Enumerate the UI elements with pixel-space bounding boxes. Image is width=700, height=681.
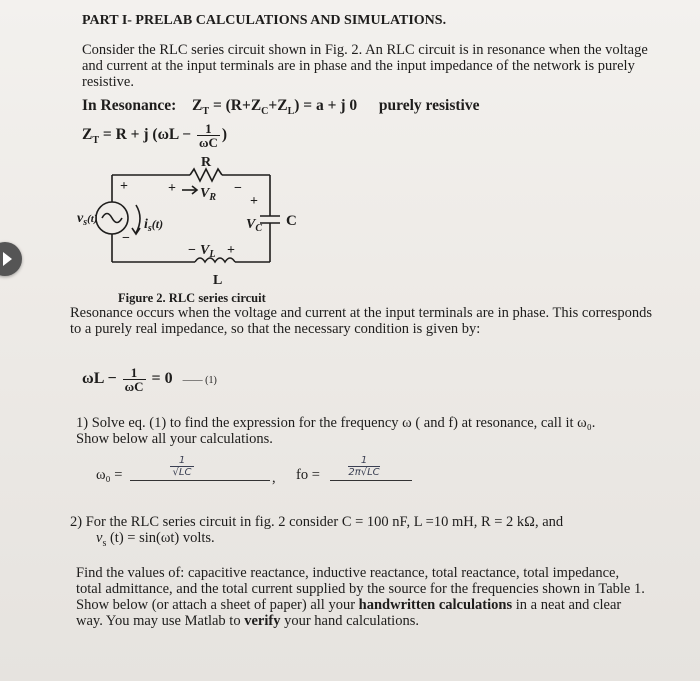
w0-comma: ,	[272, 470, 276, 486]
vs-minus: −	[122, 231, 130, 246]
resonance-label: In Resonance:	[82, 97, 177, 114]
resonance-text-2: to a purely real impedance, so that the necessary condition is given by:	[70, 321, 481, 337]
question-2-line-2: $v_s$ (t) = sin(ωt) volts.	[96, 530, 215, 549]
find-line-2: total admittance, and the total current supplied by the source for the frequencies shown in Table 1.	[76, 581, 645, 597]
vr-label: $V_R$	[200, 186, 217, 203]
vr-minus: −	[234, 181, 242, 196]
question-1-line-2: Show below all your calculations.	[76, 431, 273, 447]
resonance-text-1: Resonance occurs when the voltage and current at the input terminals are in phase. This corresponds	[70, 305, 652, 321]
fo-handwritten-answer: 1 2π√LC	[348, 455, 380, 478]
zt-fraction: $\frac{1}{\omega C}$	[198, 121, 218, 150]
zt-equation: $Z_T = R + j$ (ωL − $\frac{1}{\omega C}$ )	[82, 121, 228, 150]
vc-label: $V_C$	[246, 217, 263, 234]
find-line-1: Find the values of: capacitive reactance, inductive reactance, total reactance, total impedance,	[76, 565, 620, 581]
eq1-fraction: $\frac{1}{\omega C}$	[124, 365, 144, 394]
vl-plus: +	[227, 243, 235, 258]
inductor-label: L	[213, 273, 223, 288]
handwritten-emphasis: handwritten calculations	[358, 597, 513, 613]
vs-label: $v_s^{(t)}$	[77, 211, 98, 228]
resistor-symbol	[190, 169, 222, 181]
equation-1: ωL − $\frac{1}{\omega C}$ = 0 —— (1)	[82, 365, 217, 394]
capacitor-label: C	[286, 213, 297, 229]
rlc-circuit-diagram	[70, 150, 330, 300]
find-line-3: Show below (or attach a sheet of paper) all your handwritten calculations in a neat and clear	[76, 597, 622, 613]
w0-handwritten-answer: 1 √LC	[162, 455, 202, 478]
sine-wave-icon	[102, 214, 122, 223]
equation-number: —— (1)	[182, 375, 217, 387]
fo-label: fo =	[296, 467, 320, 483]
figure-caption: Figure 2. RLC series circuit	[118, 291, 266, 305]
vr-plus: +	[168, 181, 176, 196]
vc-plus: +	[250, 194, 258, 209]
intro-line-1: Consider the RLC series circuit shown in Fig. 2. An RLC circuit is in resonance when the voltage	[82, 42, 648, 58]
purely-resistive-note: purely resistive	[378, 97, 480, 114]
w0-label: ω₀ =	[96, 467, 123, 483]
is-label: $i_s(t)$	[144, 217, 164, 234]
w0-answer-line	[130, 480, 270, 481]
question-1-line-1: 1) Solve eq. (1) to find the expression for the frequency ω ( and f) at resonance, call it ω₀.	[76, 415, 596, 431]
next-arrow-icon[interactable]	[0, 242, 22, 276]
verify-emphasis: verify	[244, 613, 281, 629]
fo-answer-line	[330, 480, 412, 481]
vl-minus: −	[188, 243, 196, 258]
question-2-line-1: 2) For the RLC series circuit in fig. 2 consider C = 100 nF, L =10 mH, R = 2 kΩ, and	[70, 514, 564, 530]
resistor-label: R	[201, 155, 212, 170]
page-heading: PART I- PRELAB CALCULATIONS AND SIMULATIONS.	[82, 13, 447, 28]
vs-plus: +	[120, 179, 128, 194]
find-line-4: way. You may use Matlab to verify your hand calculations.	[76, 613, 419, 629]
intro-line-3: resistive.	[82, 74, 134, 90]
resonance-equation: In Resonance: $Z_T = (R+Z_C+Z_L) = a + j$ 0 purely resistive	[82, 97, 480, 118]
vl-label: $V_L$	[200, 243, 216, 260]
intro-line-2: and current at the input terminals are in phase and the input impedance of the network is purely	[82, 58, 635, 74]
